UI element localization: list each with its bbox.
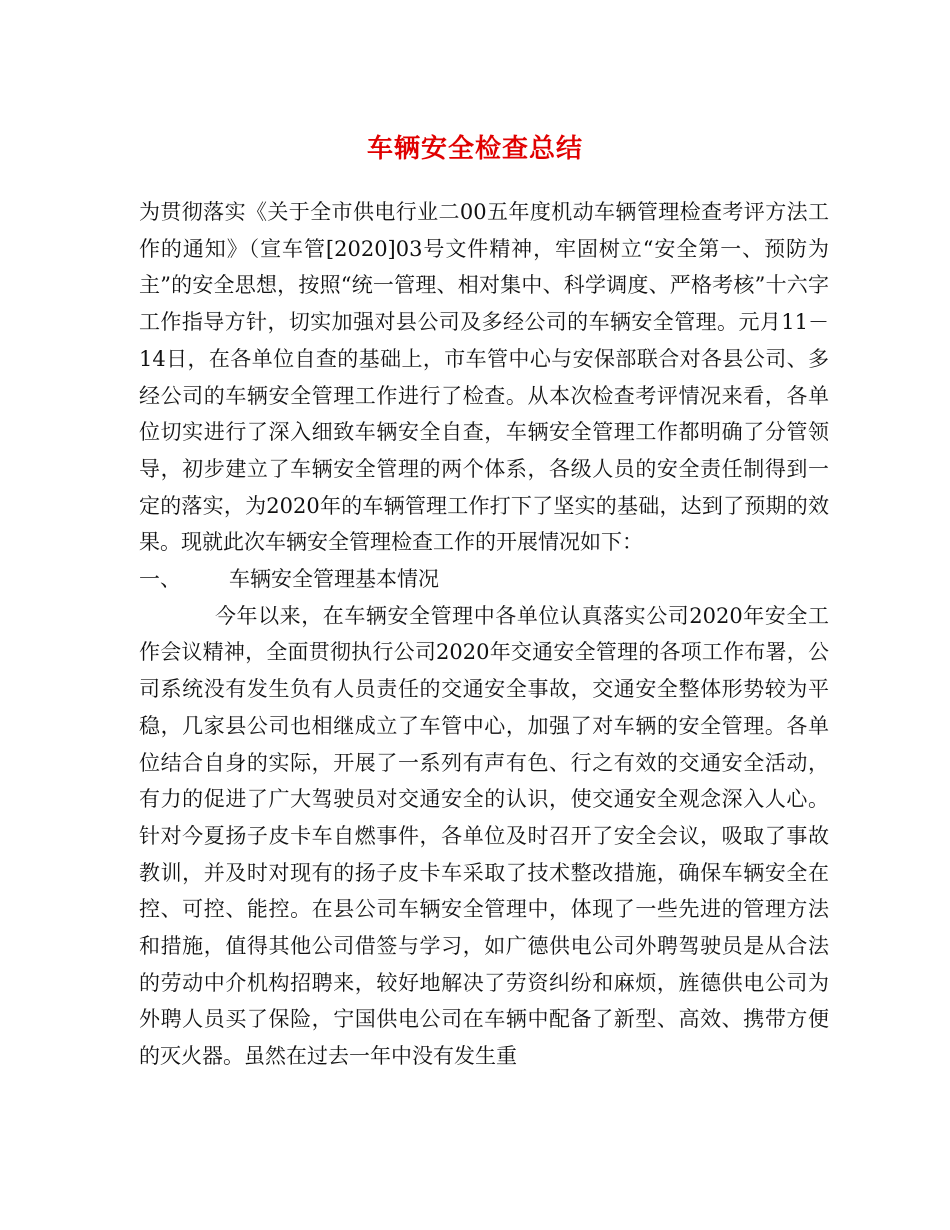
intro-paragraph: 为贯彻落实《关于全市供电行业二00五年度机动车辆管理检查考评方法工作的通知》（宣车管[2020]03号文件精神，牢固树立“安全第一、预防为主”的安全思想，按照“统一管理、相对集中、科学调度、严格考核”十六字工作指导方针，切实加强对县公司及多经公司的车辆安全管理。元月11－14日，在各单位自查的基础上，市车管中心与安保部联合对各县公司、多经公司的车辆安全管理工作进行了检查。从本次检查考评情况来看，各单位切实进行了深入细致车辆安全自查，车辆安全管理工作都明确了分管领导，初步建立了车辆安全管理的两个体系，各级人员的安全责任制得到一定的落实，为2020年的车辆管理工作打下了坚实的基础，达到了预期的效果。现就此次车辆安全管理检查工作的开展情况如下： <box>139 200 829 555</box>
document-body <box>139 194 829 1075</box>
document-title: 车辆安全检查总结 <box>366 134 583 164</box>
section-heading-text: 车辆安全管理基本情况 <box>229 567 439 592</box>
section-paragraph: 今年以来，在车辆安全管理中各单位认真落实公司2020年安全工作会议精神，全面贯彻执行公司2020年交通安全管理的各项工作布署，公司系统没有发生负有人员责任的交通安全事故，交通安全整体形势较为平稳，几家县公司也相继成立了车管中心，加强了对车辆的安全管理。各单位结合自身的实际，开展了一系列有声有色、行之有效的交通安全活动，有力的促进了广大驾驶员对交通安全的认识，使交通安全观念深入人心。针对今夏扬子皮卡车自燃事件，各单位及时召开了安全会议，吸取了事故教训，并及时对现有的扬子皮卡车采取了技术整改措施，确保车辆安全在控、可控、能控。在县公司车辆安全管理中，体现了一些先进的管理方法和措施，值得其他公司借签与学习，如广德供电公司外聘驾驶员是从合法的劳动中介机构招聘来，较好地解决了劳资纠纷和麻烦，旌德供电公司为外聘人员买了保险，宁国供电公司在车辆中配备了新型、高效、携带方便的灭火器。虽然在过去一年中没有发生重 <box>139 603 829 1069</box>
section-number: 一、 <box>139 567 181 592</box>
section-heading <box>139 561 829 598</box>
